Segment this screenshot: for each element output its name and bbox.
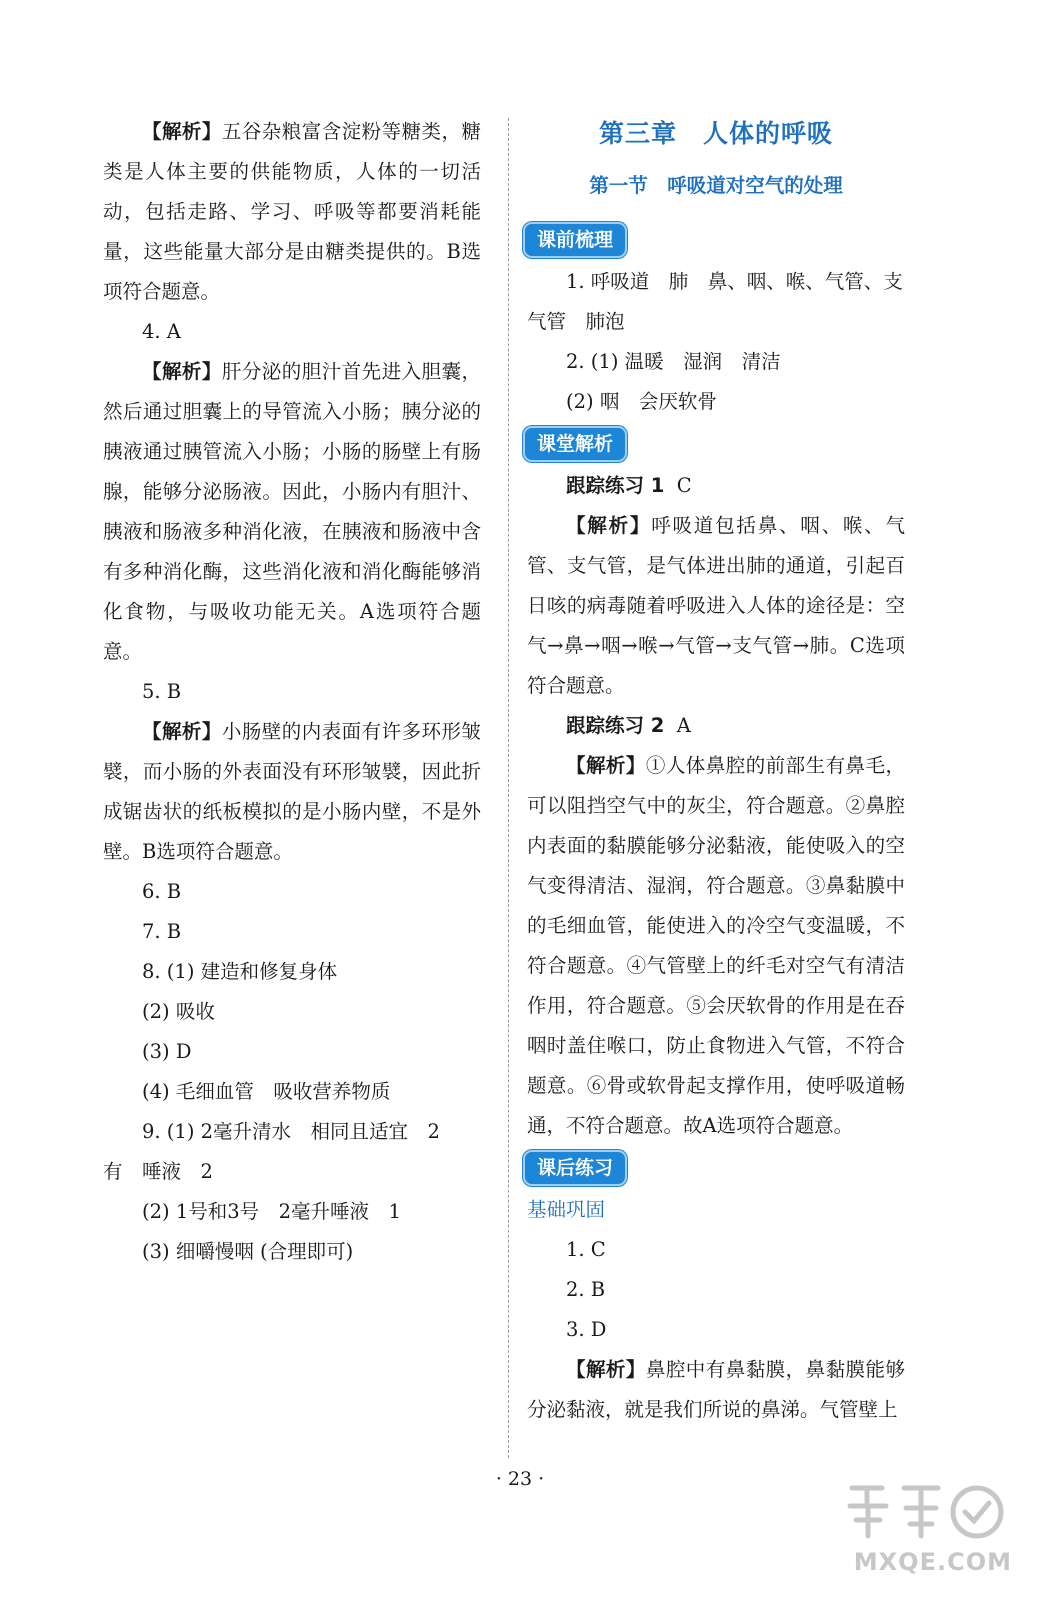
left-answer-line: (3) 细嚼慢咽 (合理即可) [142, 1240, 354, 1263]
track1-answer: C [676, 474, 692, 497]
badge-class-analysis: 课堂解析 [523, 426, 627, 462]
badge-preview: 课前梳理 [523, 222, 627, 258]
watermark [832, 1474, 1012, 1584]
section-title: 第一节 呼吸道对空气的处理 [589, 174, 843, 197]
explanation-tag: 【解析】 [142, 120, 222, 143]
badge-after-class: 课后练习 [523, 1150, 627, 1186]
left-answer-line: 7. B [142, 920, 182, 943]
left-answer-line: (2) 1号和3号 2毫升唾液 1 [142, 1200, 401, 1223]
track1-text: 呼吸道包括鼻、咽、喉、气管、支气管，是气体进出肺的通道，引起百日咳的病毒随着呼吸进入人体的途径是：空气→鼻→咽→喉→气管→支气管→肺。C选项符合题意。 [527, 514, 905, 697]
left-explanation [103, 112, 481, 312]
left-explanation [103, 352, 481, 672]
after-tag: 【解析】 [566, 1358, 646, 1381]
track2-label: 跟踪练习 2 [566, 714, 665, 737]
page-number: · 23 · [495, 1468, 545, 1490]
explanation-tag: 【解析】 [142, 360, 222, 383]
chapter-title: 第三章 人体的呼吸 [598, 119, 833, 148]
track2-answer: A [676, 714, 691, 737]
left-answer-line: 9. (1) 2毫升清水 相同且适宜 2 [142, 1120, 440, 1143]
left-answer-line: (2) 吸收 [142, 1000, 215, 1023]
explanation-text: 肝分泌的胆汁首先进入胆囊，然后通过胆囊上的导管流入小肠；胰分泌的胰液通过胰管流入小肠；小肠的肠壁上有肠腺，能够分泌肠液。因此，小肠内有胆汁、胰液和肠液多种消化液，在胰液和肠液中含有多种消化酶，这些消化液和消化酶能够消化食物，与吸收功能无关。A选项符合题意。 [103, 360, 481, 663]
after-answer-2: 2. B [566, 1278, 606, 1301]
after-explanation [527, 1350, 905, 1430]
left-answer-line: 8. (1) 建造和修复身体 [142, 960, 338, 983]
track1-heading [527, 466, 905, 506]
track2-heading [527, 706, 905, 746]
preview-item-2-2: (2) 咽 会厌软骨 [566, 390, 717, 413]
track1-label: 跟踪练习 1 [566, 474, 665, 497]
after-text: 鼻腔中有鼻黏膜，鼻黏膜能够分泌黏液，就是我们所说的鼻涕。气管壁上 [527, 1358, 905, 1421]
track2-explanation [527, 746, 905, 1146]
basic-consolidation-heading: 基础巩固 [527, 1198, 606, 1221]
after-answer-1: 1. C [566, 1238, 606, 1261]
left-answer-line: (4) 毛细血管 吸收营养物质 [142, 1080, 391, 1103]
explanation-text: 五谷杂粮富含淀粉等糖类，糖类是人体主要的供能物质，人体的一切活动，包括走路、学习、呼吸等都要消耗能量，这些能量大部分是由糖类提供的。B选项符合题意。 [103, 120, 481, 303]
left-answer-line: 5. B [142, 680, 182, 703]
track2-tag: 【解析】 [566, 754, 646, 777]
watermark-url: MXQE.COM [853, 1548, 1012, 1576]
after-answer-3: 3. D [566, 1318, 607, 1341]
left-answer-line: (3) D [142, 1040, 192, 1063]
preview-item-2-1: 2. (1) 温暖 湿润 清洁 [566, 350, 781, 373]
watermark-logo-icon [832, 1474, 1012, 1544]
right-column [527, 112, 905, 1430]
preview-item-1a: 1. 呼吸道 肺 鼻、咽、喉、气管、支 [566, 270, 903, 293]
track1-explanation [527, 506, 905, 706]
explanation-text: 小肠壁的内表面有许多环形皱襞，而小肠的外表面没有环形皱襞，因此折成锯齿状的纸板模拟的是小肠内壁，不是外壁。B选项符合题意。 [103, 720, 481, 863]
column-divider [508, 118, 509, 1458]
left-column [103, 112, 481, 1272]
left-answer-line: 4. A [142, 320, 181, 343]
left-answer-line: 有 唾液 2 [103, 1160, 213, 1183]
track1-tag: 【解析】 [566, 514, 652, 537]
preview-item-1b: 气管 肺泡 [527, 310, 625, 333]
track2-text: ①人体鼻腔的前部生有鼻毛，可以阻挡空气中的灰尘，符合题意。②鼻腔内表面的黏膜能够分泌黏液，能使吸入的空气变得清洁、湿润，符合题意。③鼻黏膜中的毛细血管，能使进入的冷空气变温暖，不符合题意。④气管壁上的纤毛对空气有清洁作用，符合题意。⑤会厌软骨的作用是在吞咽时盖住喉口，防止食物进入气管，不符合题意。⑥骨或软骨起支撑作用，使呼吸道畅通，不符合题意。故A选项符合题意。 [527, 754, 905, 1137]
explanation-tag: 【解析】 [142, 720, 222, 743]
left-explanation [103, 712, 481, 872]
left-answer-line: 6. B [142, 880, 182, 903]
